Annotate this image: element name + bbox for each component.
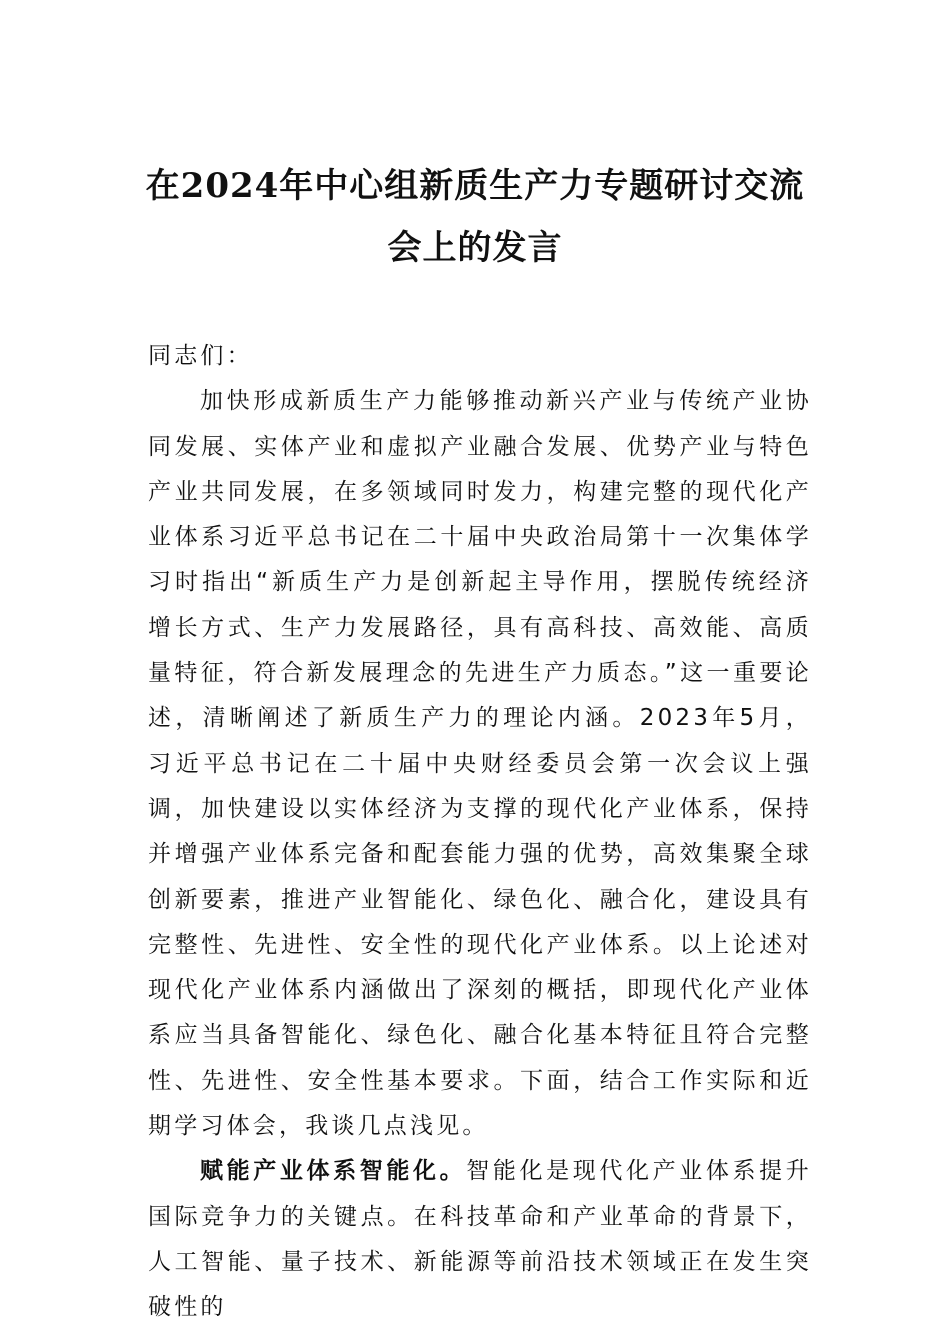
paragraph-2 bbox=[148, 1149, 812, 1330]
paragraph-2-heading: 赋能产业体系智能化。 bbox=[200, 1158, 467, 1185]
document-body bbox=[148, 334, 812, 1331]
paragraph-2-text: 智能化是现代化产业体系提升国际竞争力的关键点。在科技革命和产业革命的背景下，人工智能、量子技术、新能源等前沿技术领域正在发生突破性的 bbox=[148, 1158, 813, 1321]
salutation: 同志们： bbox=[148, 343, 253, 369]
paragraph-1: 加快形成新质生产力能够推动新兴产业与传统产业协同发展、实体产业和虚拟产业融合发展、优势产业与特色产业共同发展，在多领域同时发力，构建完整的现代化产业体系习近平总书记在二十届中央政治局第十一次集体学习时指出“新质生产力是创新起主导作用，摆脱传统经济增长方式、生产力发展路径，具有高科技、高效能、高质量特征，符合新发展理念的先进生产力质态。”这一重要论述，清晰阐述了新质生产力的理论内涵。2023年5月，习近平总书记在二十届中央财经委员会第一次会议上强调，加快建设以实体经济为支撑的现代化产业体系，保持并增强产业体系完备和配套能力强的优势，高效集聚全球创新要素，推进产业智能化、绿色化、融合化，建设具有完整性、先进性、安全性的现代化产业体系。以上论述对现代化产业体系内涵做出了深刻的概括，即现代化产业体系应当具备智能化、绿色化、融合化基本特征且符合完整性、先进性、安全性基本要求。下面，结合工作实际和近期学习体会，我谈几点浅见。 bbox=[148, 388, 812, 1140]
document-title bbox=[120, 155, 830, 279]
title-line-1: 在2024年中心组新质生产力专题研讨交流 bbox=[145, 166, 805, 206]
title-line-2: 会上的发言 bbox=[387, 228, 563, 268]
